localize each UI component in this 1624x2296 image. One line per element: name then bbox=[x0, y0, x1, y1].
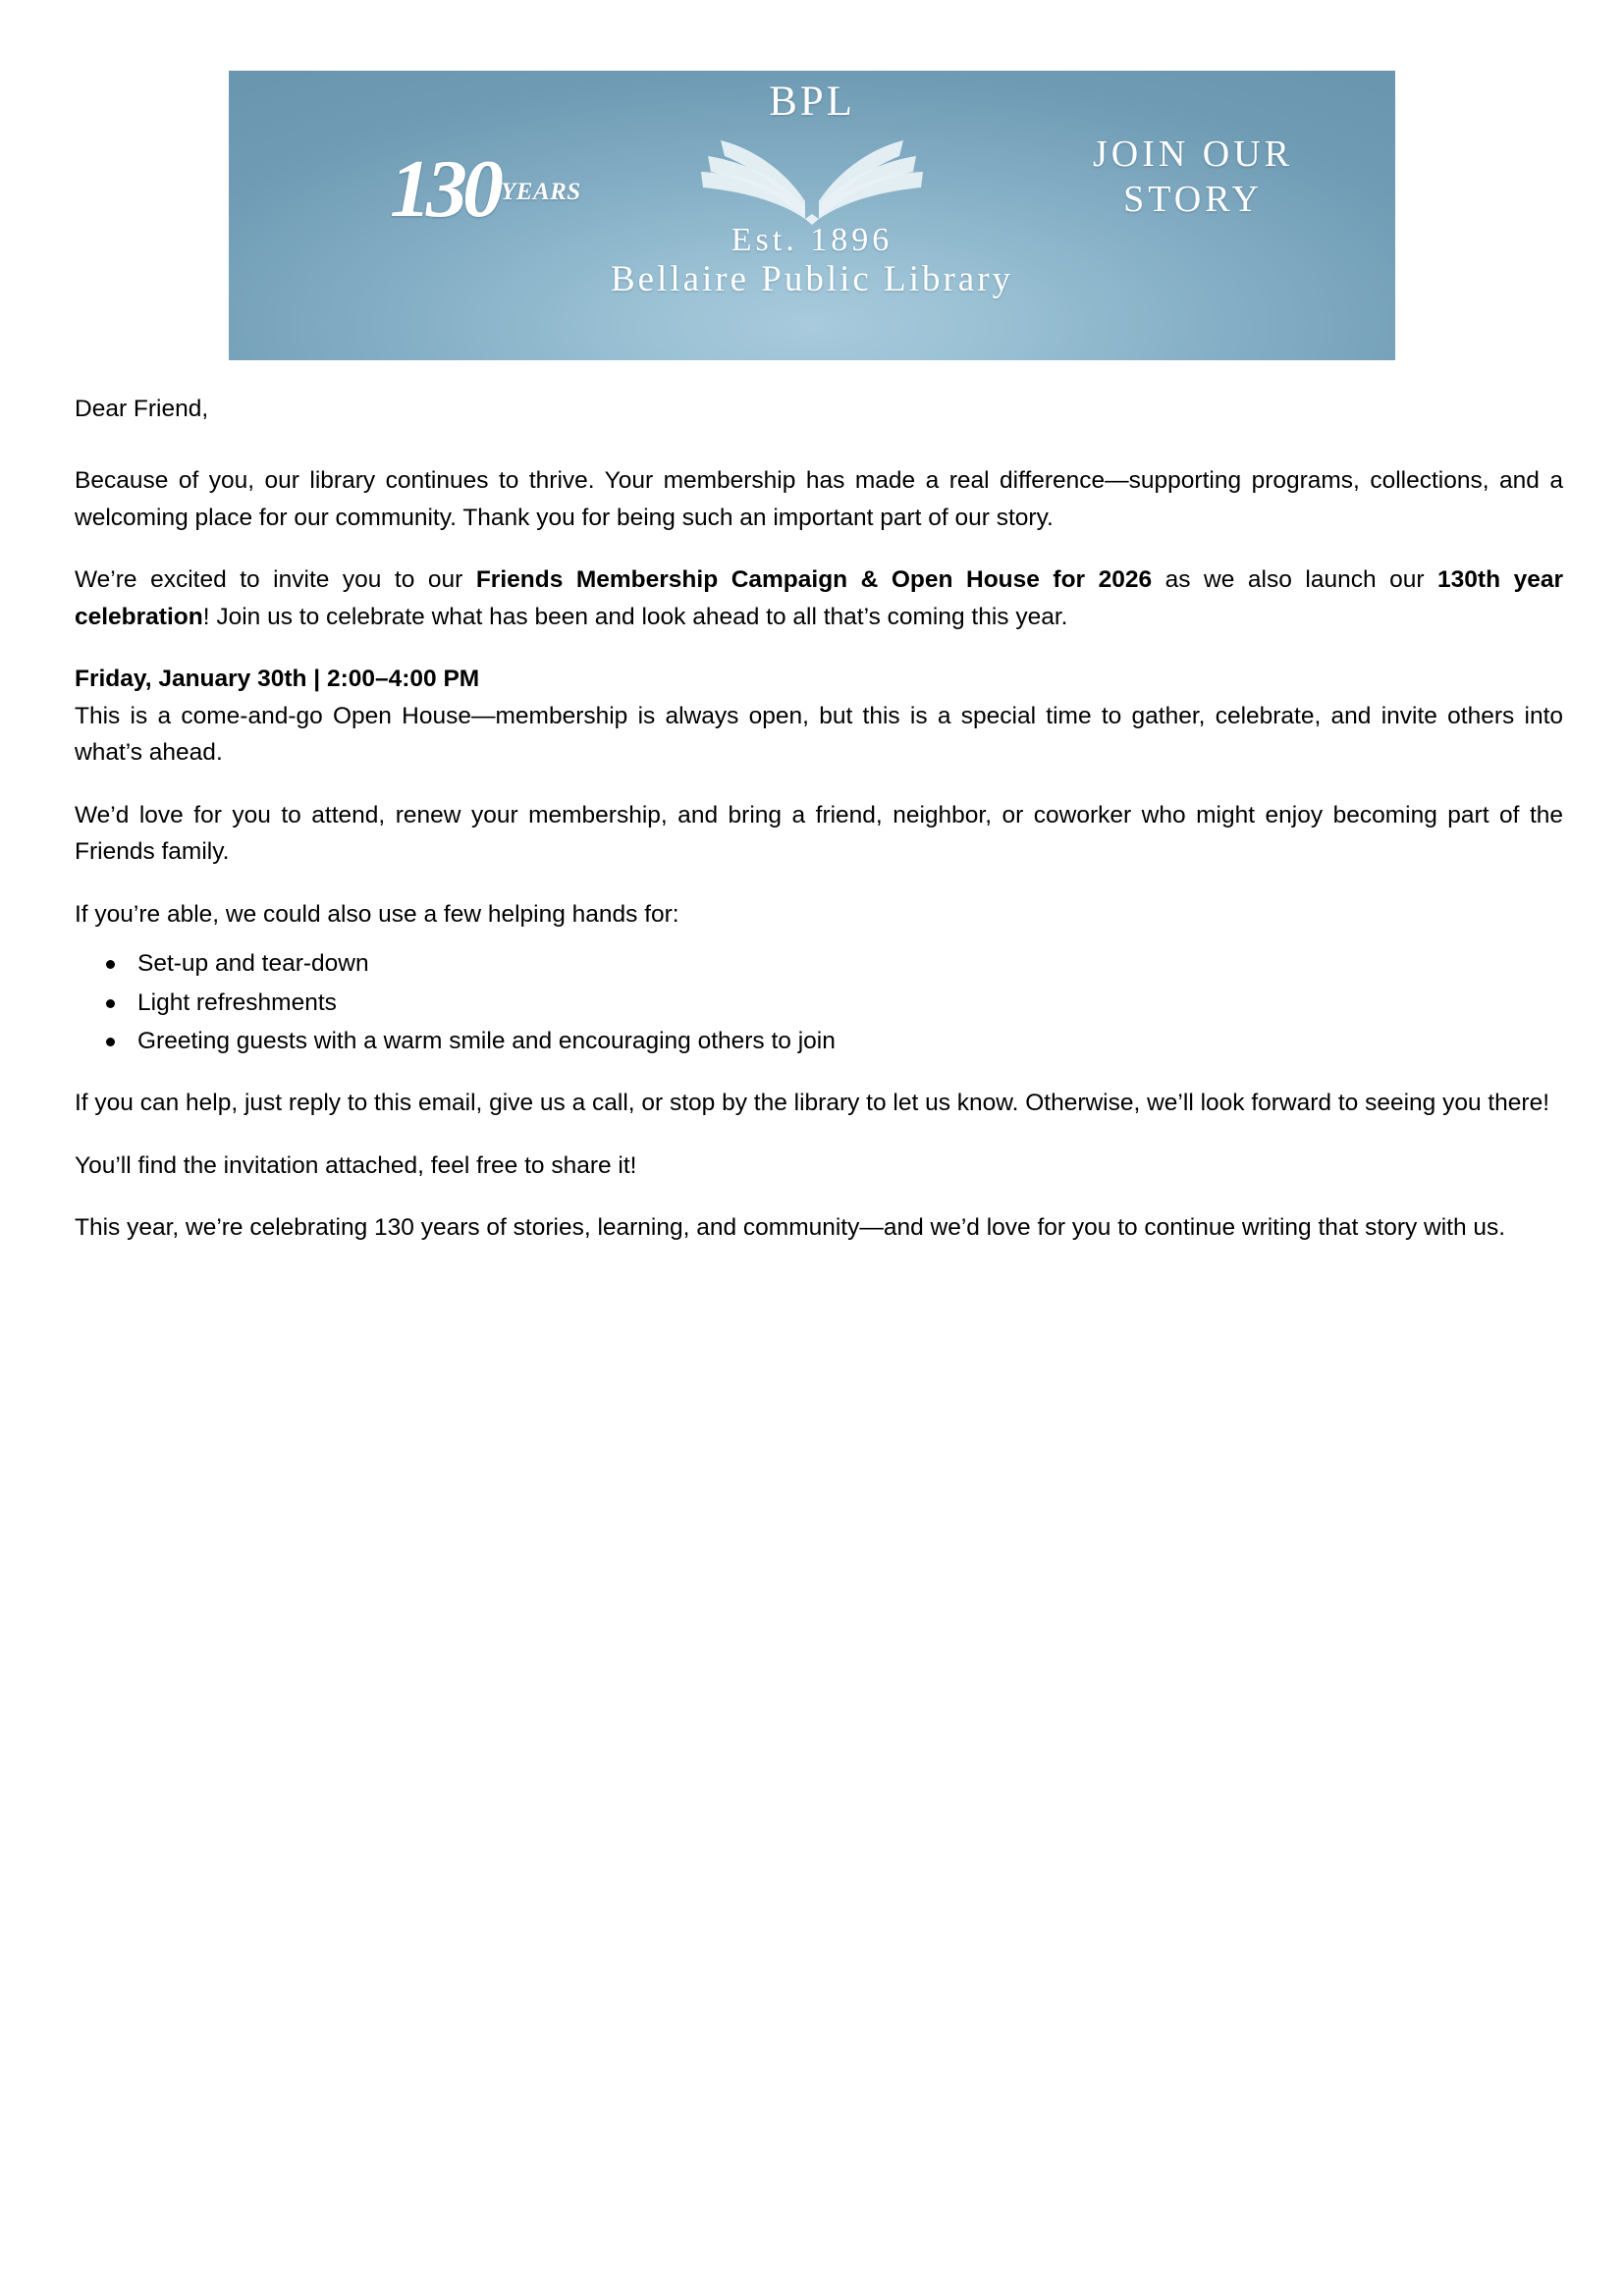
paragraph-how-to-help: If you can help, just reply to this email, give us a call, or stop by the library to let us know. Otherwise, we’ll look forward to seeing you there! bbox=[75, 1090, 1550, 1117]
paragraph-gratitude: Because of you, our library continues to thrive. Your membership has made a real difference—supporting programs, collections, and a welcoming place for our community. Thank you for being such an important part of our story. bbox=[75, 467, 1563, 531]
paragraph-bring-a-friend: We’d love for you to attend, renew your membership, and bring a friend, neighbor, or coworker who might enjoy becoming part of the Friends family. bbox=[75, 801, 1563, 866]
banner-inner bbox=[229, 71, 1395, 360]
campaign-name: Friends Membership Campaign & Open House for 2026 bbox=[475, 566, 1153, 594]
helpers-intro: If you’re able, we could also use a few helping hands for: bbox=[75, 900, 679, 928]
list-item: Greeting guests with a warm smile and encouraging others to join bbox=[75, 1024, 1563, 1059]
list-item: Light refreshments bbox=[75, 986, 1563, 1021]
library-logo-lockup bbox=[508, 80, 1116, 299]
tagline-line-2: STORY bbox=[1123, 179, 1263, 221]
open-book-icon bbox=[689, 117, 935, 227]
letter-body bbox=[75, 391, 1563, 1272]
anniversary-years-label: YEARS bbox=[501, 179, 581, 205]
library-banner bbox=[229, 71, 1395, 360]
banner-tagline bbox=[1046, 132, 1340, 223]
event-description: This is a come-and-go Open House—membership is always open, but this is a special time to gather, celebrate, and invite others into what’s ahead. bbox=[75, 702, 1563, 767]
event-datetime: Friday, January 30th | 2:00–4:00 PM bbox=[75, 666, 480, 693]
salutation: Dear Friend, bbox=[75, 396, 209, 422]
paragraph-attachment: You’ll find the invitation attached, feel free to share it! bbox=[75, 1151, 637, 1179]
paragraph-invitation bbox=[75, 561, 1563, 635]
logo-initials: BPL bbox=[769, 79, 855, 125]
invitation-text-part-3: ! Join us to celebrate what has been and look ahead to all that’s coming this year. bbox=[202, 603, 1068, 630]
list-item: Set-up and tear-down bbox=[75, 946, 1563, 982]
paragraph-closing: This year, we’re celebrating 130 years of stories, learning, and community—and we’d love for you to continue writing that story with us. bbox=[75, 1214, 1506, 1242]
invitation-text-part-2: as we also launch our bbox=[1152, 566, 1438, 594]
library-name: Bellaire Public Library bbox=[610, 258, 1014, 299]
celebration-name: 130th year celebration bbox=[75, 566, 1563, 630]
tagline-line-1: JOIN OUR bbox=[1092, 133, 1294, 175]
anniversary-number: 130 bbox=[390, 143, 499, 235]
helper-tasks-list bbox=[75, 946, 1563, 1059]
established-year: Est. 1896 bbox=[731, 222, 893, 258]
invitation-text-part-1: We’re excited to invite you to our bbox=[75, 566, 476, 594]
